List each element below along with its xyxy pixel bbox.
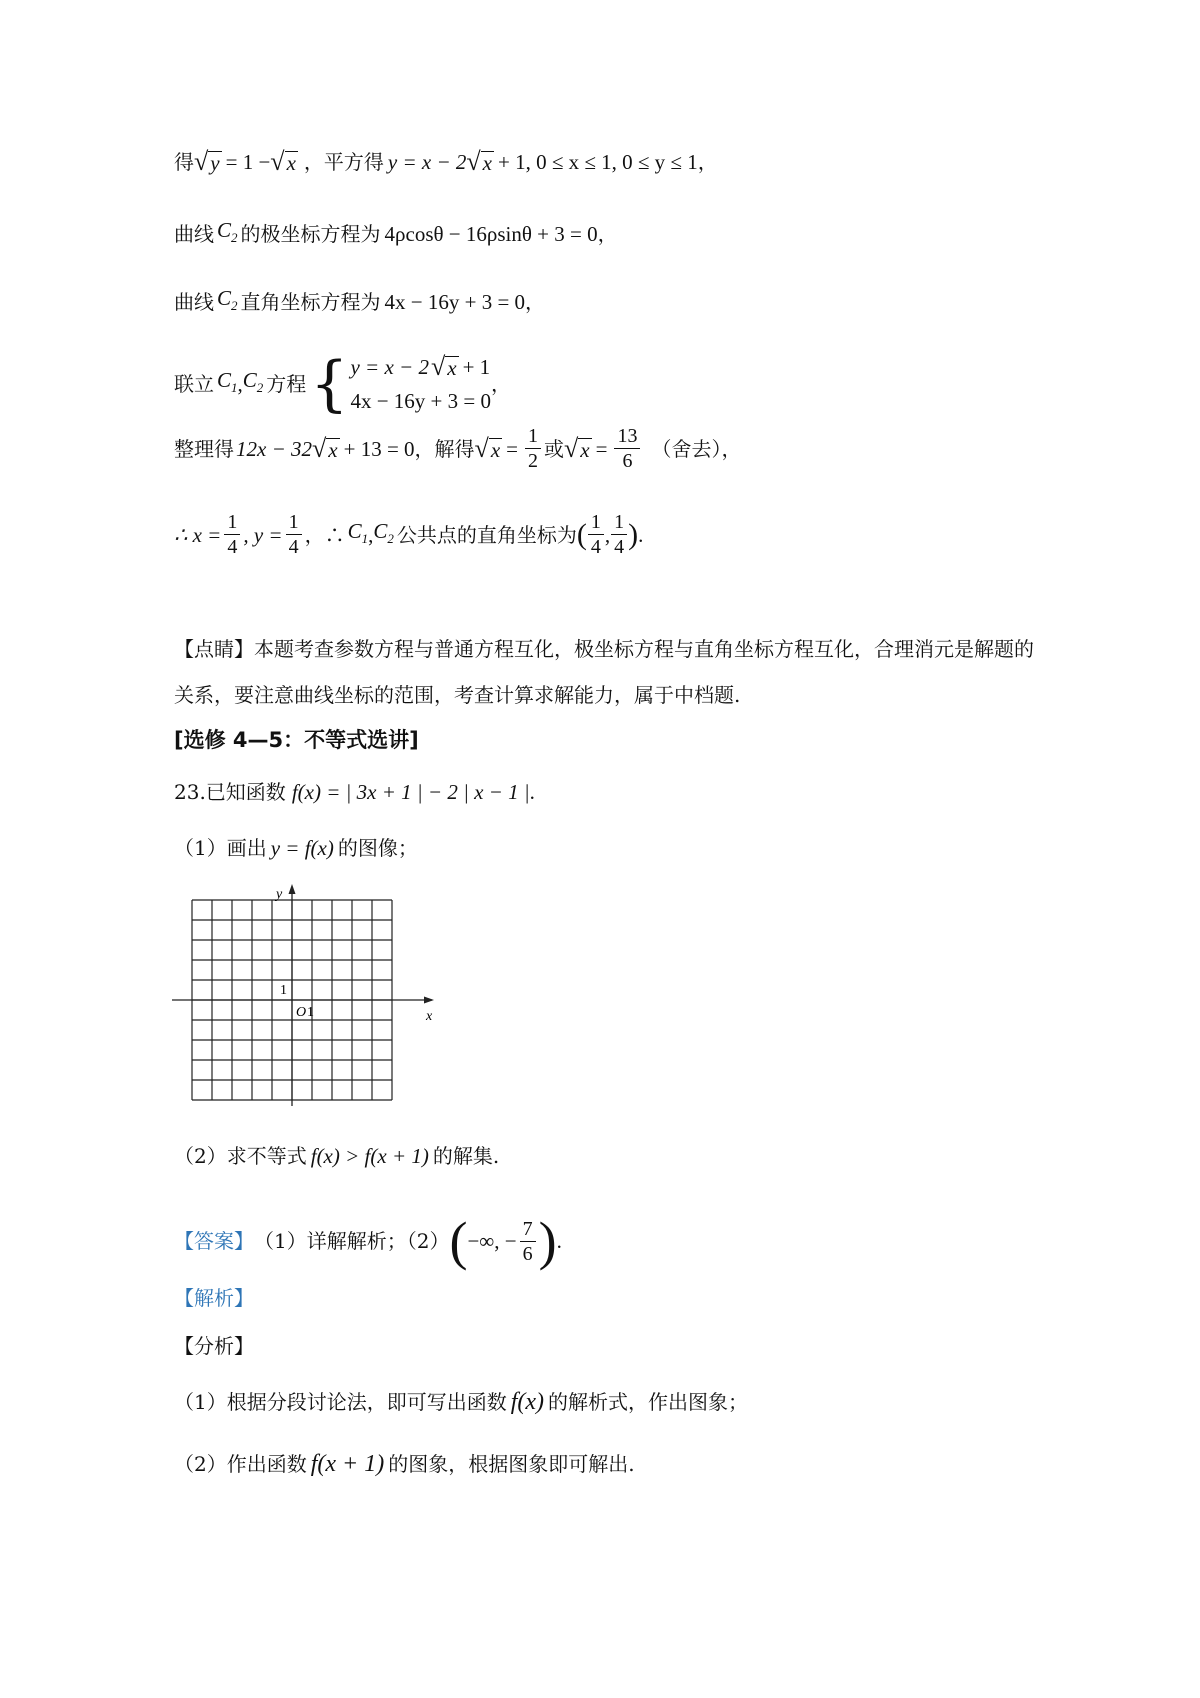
equation-system (310, 350, 491, 418)
eq-text: 12x − 32 (236, 436, 312, 461)
text: 方程 (266, 372, 307, 396)
text: ， (525, 290, 546, 314)
sqrt-x: √ x (474, 433, 501, 463)
text: 整理得 (174, 436, 234, 461)
interval-text: −∞, − (467, 1229, 517, 1253)
fraction-quarter: $\frac{1}{4}$ (588, 510, 604, 559)
coordinate-grid (168, 880, 448, 1112)
paren: ( (576, 517, 587, 551)
text: （舍去）， (651, 436, 742, 461)
system-row-1: y = x − 2 √ x + 1 (350, 352, 491, 381)
text: 直角坐标方程为 (240, 290, 381, 314)
fraction-quarter: $\frac{1}{4}$ (224, 510, 240, 559)
solution-line-4 (174, 350, 511, 418)
solution-line-6 (174, 510, 643, 559)
curve-c2: $C_2$ (242, 368, 264, 395)
comma: , (368, 522, 374, 547)
curve-c1: $C_1$ (347, 518, 369, 546)
solution-line-1 (174, 147, 718, 176)
fenxi-line-1 (174, 1390, 748, 1414)
fraction-quarter: $\frac{1}{4}$ (611, 510, 627, 559)
text: （1）画出 (174, 836, 267, 860)
text: 的解析式，作出图象； (548, 1390, 749, 1414)
text: ，∴ (304, 522, 345, 547)
sqrt-x: √ x (312, 433, 338, 463)
unit-x-label: 1 (307, 1005, 314, 1020)
analysis-tag: 【解析】 (174, 1286, 254, 1310)
section-title: [选修 4—5：不等式选讲] (174, 728, 419, 752)
fraction-quarter: $\frac{1}{4}$ (286, 510, 302, 559)
sqrt-x: √ x (466, 147, 492, 176)
text: ，解得 (414, 436, 475, 461)
fenxi-line-2 (174, 1452, 635, 1476)
solution-line-2 (174, 218, 618, 250)
function-expr: f(x) (510, 1389, 545, 1415)
curve-c2: $C_2$ (217, 286, 238, 313)
comma: , (604, 522, 611, 547)
big-paren-open: ( (449, 1211, 468, 1271)
text: . (556, 1229, 562, 1253)
question-part-1 (174, 836, 418, 860)
eq-text: = 1 − (225, 150, 271, 174)
x-axis-label: x (426, 1009, 433, 1024)
left-brace: { (310, 349, 349, 419)
text: ， (697, 150, 718, 174)
text: 曲线 (174, 290, 214, 314)
y-axis-label: y (276, 887, 283, 902)
axes (172, 888, 432, 1106)
function-expr: y = f(x) (270, 836, 334, 860)
comma: , (237, 372, 243, 396)
fenxi-tag: 【分析】 (174, 1334, 254, 1358)
sqrt-x: √ x (270, 147, 296, 176)
eq-text: 4x − 16y + 3 = 0 (384, 290, 526, 314)
text: （2）作出函数 (174, 1452, 307, 1476)
eq-text: 4ρcosθ − 16ρsinθ + 3 = 0 (384, 222, 598, 246)
eq-text: + 13 = 0 (343, 436, 415, 461)
text: ， (491, 372, 511, 396)
eq-text: , y = (243, 522, 283, 547)
y-axis-arrow (289, 884, 296, 894)
function-def: f(x) = | 3x + 1 | − 2 | x − 1 | (291, 780, 530, 804)
x-axis-arrow (424, 997, 434, 1004)
text: ， (597, 222, 618, 246)
function-expr: f(x + 1) (310, 1451, 385, 1477)
text: 的解集. (432, 1144, 500, 1168)
question-label: 23.已知函数 (174, 780, 286, 804)
answer-tag: 【答案】 (174, 1229, 254, 1253)
sqrt-y: √ y (194, 147, 220, 176)
solution-line-3 (174, 286, 545, 318)
paren: ) (628, 517, 639, 551)
curve-c1: $C_1$ (217, 368, 238, 395)
solution-line-5 (174, 424, 741, 473)
dianjing-paragraph: 【点睛】本题考查参数方程与普通方程互化，极坐标方程与直角坐标方程互化，合理消元是解题的关系，要注意曲线坐标的范围，考查计算求解能力，属于中档题. (174, 637, 1034, 707)
origin-label: O (296, 1005, 307, 1020)
eq-sign: = (506, 436, 518, 461)
text: 的极坐标方程为 (240, 222, 381, 246)
curve-c2: $C_2$ (217, 218, 238, 245)
text: . (529, 780, 535, 804)
sqrt-x: √ x (564, 433, 590, 463)
text: ，平方得 (303, 150, 384, 174)
eq-text: ∴ x = (174, 522, 222, 547)
big-paren-close: ) (538, 1211, 557, 1271)
text: （2）求不等式 (174, 1144, 307, 1168)
fraction-7-6: $\frac{7}{6}$ (520, 1217, 536, 1266)
curve-c2: $C_2$ (373, 518, 394, 546)
eq-text: + 1, 0 ≤ x ≤ 1, 0 ≤ y ≤ 1 (498, 150, 698, 174)
question-23 (174, 780, 535, 804)
fraction-13-6: $\frac{13}{6}$ (614, 424, 640, 473)
inequality-expr: f(x) > f(x + 1) (310, 1144, 429, 1168)
text: 曲线 (174, 222, 214, 246)
text: 联立 (174, 372, 214, 396)
text: （1）根据分段讨论法，即可写出函数 (174, 1390, 507, 1414)
eq-text: y = x − 2 (387, 150, 467, 174)
text: 或 (544, 436, 564, 461)
text: 的图象，根据图象即可解出. (388, 1452, 635, 1476)
text: （1）详解解析；（2） (254, 1229, 450, 1253)
system-row-2: 4x − 16y + 3 = 0 (350, 389, 491, 413)
unit-y-label: 1 (280, 983, 287, 998)
eq-sign: = (595, 436, 608, 461)
question-part-2 (174, 1144, 499, 1168)
text: 得 (174, 150, 194, 174)
text: 的图像； (337, 836, 418, 860)
text: 公共点的直角坐标为 (396, 522, 577, 547)
text: . (638, 522, 644, 547)
answer-line (174, 1211, 562, 1271)
fraction-one-half: $\frac{1}{2}$ (525, 424, 541, 473)
